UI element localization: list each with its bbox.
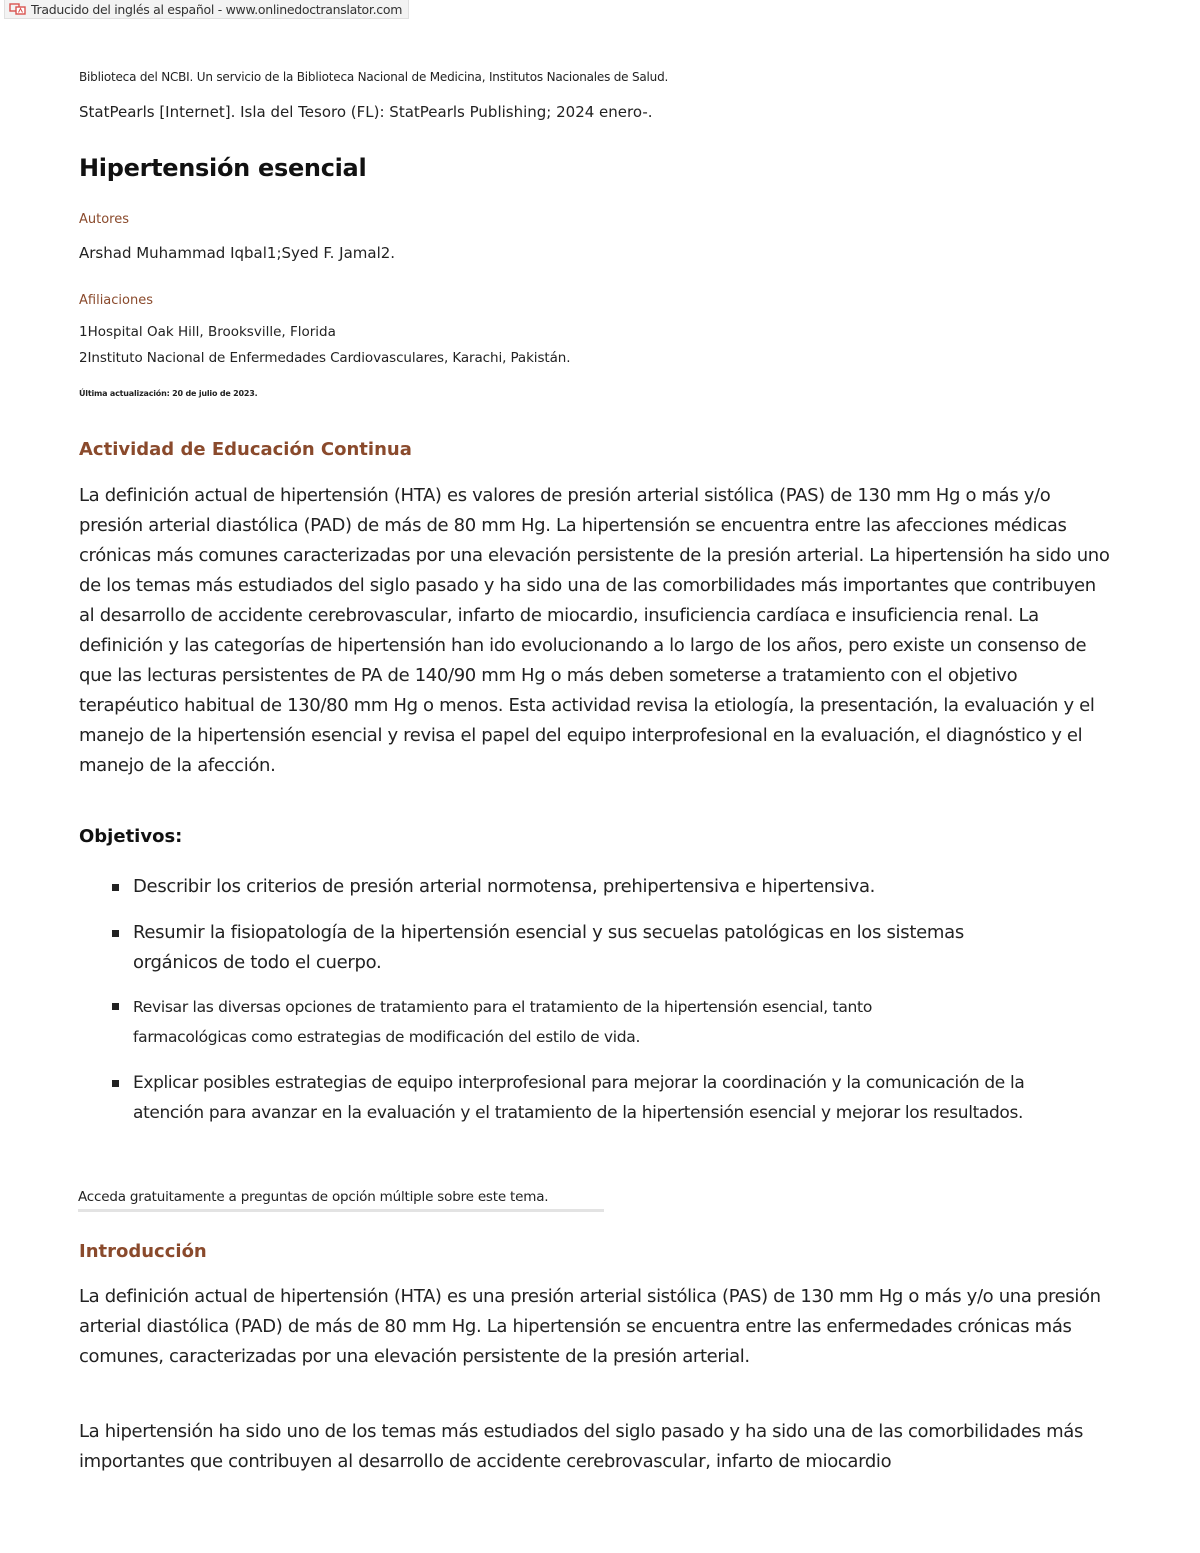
citation-line: StatPearls [Internet]. Isla del Tesoro (FL): StatPearls Publishing; 2024 enero-. <box>79 103 653 121</box>
affiliation-1: 1Hospital Oak Hill, Brooksville, Florida <box>79 324 336 340</box>
objectives-heading: Objetivos: <box>79 826 183 847</box>
bullet-icon <box>112 1080 119 1087</box>
objective-item <box>79 918 1110 978</box>
objective-item <box>79 872 1110 902</box>
mcq-link[interactable]: Acceda gratuitamente a preguntas de opción múltiple sobre este tema. <box>78 1189 604 1212</box>
objective-item <box>79 992 1110 1052</box>
ncbi-line: Biblioteca del NCBI. Un servicio de la Biblioteca Nacional de Medicina, Institutos Nacionales de Salud. <box>79 70 669 84</box>
continuing-education-paragraph: La definición actual de hipertensión (HTA) es valores de presión arterial sistólica (PAS) de 130 mm Hg o más y/o presión arterial diastólica (PAD) de más de 80 mm Hg. La hipertensión se encuentra entre las afecciones médicas crónicas más comunes caracterizadas por una elevación persistente de la presión arterial. La hipertensión ha sido uno de los temas más estudiados del siglo pasado y ha sido una de las comorbilidades más importantes que contribuyen al desarrollo de accidente cerebrovascular, infarto de miocardio, insuficiencia cardíaca e insuficiencia renal. La definición y las categorías de hipertensión han ido evolucionando a lo largo de los años, pero existe un consenso de que las lecturas persistentes de PA de 140/90 mm Hg o más deben someterse a tratamiento con el objetivo terapéutico habitual de 130/80 mm Hg o menos. Esta actividad revisa la etiología, la presentación, la evaluación y el manejo de la hipertensión esencial y revisa el papel del equipo interprofesional en la evaluación, el diagnóstico y el manejo de la afección. <box>79 485 1110 776</box>
objective-text: Revisar las diversas opciones de tratamiento para el tratamiento de la hipertensión esencial, tanto farmacológicas como estrategias de modificación del estilo de vida. <box>133 998 873 1046</box>
affiliations-label: Afiliaciones <box>79 293 153 308</box>
last-update: Última actualización: 20 de julio de 2023. <box>79 389 258 398</box>
page-title: Hipertensión esencial <box>79 154 367 182</box>
affiliation-2: 2Instituto Nacional de Enfermedades Cardiovasculares, Karachi, Pakistán. <box>79 350 571 366</box>
bullet-icon <box>112 884 119 891</box>
objectives-list <box>79 872 1110 1128</box>
objective-item <box>79 1068 1110 1128</box>
objective-text: Explicar posibles estrategias de equipo interprofesional para mejorar la coordinación y la comunicación de la atención para avanzar en la evaluación y el tratamiento de la hipertensión esencial y mejorar los resultados. <box>133 1073 1025 1123</box>
objective-text: Describir los criterios de presión arterial normotensa, prehipertensiva e hipertensiva. <box>133 876 876 897</box>
introduction-paragraph-1: La definición actual de hipertensión (HTA) es una presión arterial sistólica (PAS) de 130 mm Hg o más y/o una presión arterial diastólica (PAD) de más de 80 mm Hg. La hipertensión se encuentra entre las enfermedades crónicas más comunes, caracterizadas por una elevación persistente de la presión arterial. <box>79 1286 1101 1367</box>
continuing-education-heading: Actividad de Educación Continua <box>79 439 412 460</box>
bullet-icon <box>112 1003 119 1010</box>
introduction-heading: Introducción <box>79 1241 207 1262</box>
introduction-paragraph-2: La hipertensión ha sido uno de los temas más estudiados del siglo pasado y ha sido una de las comorbilidades más importantes que contribuyen al desarrollo de accidente cerebrovascular, infarto de miocardio <box>79 1421 1083 1472</box>
translation-banner[interactable] <box>4 0 409 19</box>
banner-text[interactable]: Traducido del inglés al español - www.onlinedoctranslator.com <box>31 1 403 17</box>
bullet-icon <box>112 930 119 937</box>
objective-text: Resumir la fisiopatología de la hipertensión esencial y sus secuelas patológicas en los sistemas orgánicos de todo el cuerpo. <box>133 922 964 973</box>
authors[interactable]: Arshad Muhammad Iqbal1;Syed F. Jamal2. <box>79 244 396 262</box>
authors-label: Autores <box>79 212 130 227</box>
translate-icon <box>9 3 27 15</box>
